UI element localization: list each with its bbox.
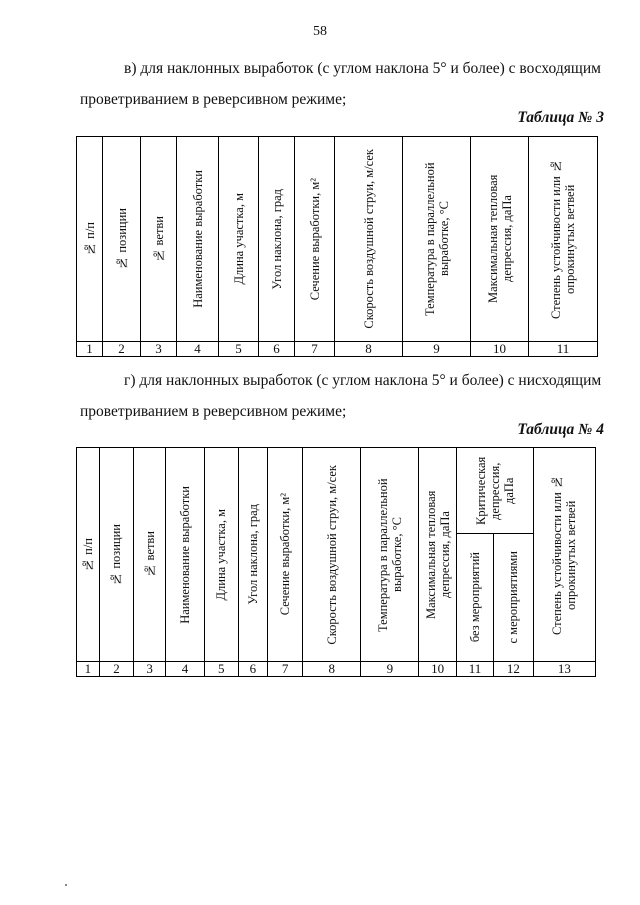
- header-text: Критическая депрессия, даПа: [473, 456, 516, 525]
- column-number: 5: [219, 342, 259, 357]
- column-number: 6: [238, 662, 267, 677]
- header-cell: [303, 448, 361, 662]
- table-4: [76, 447, 596, 677]
- header-text: Наименование выработки: [177, 485, 192, 624]
- paragraph-g: [80, 365, 605, 427]
- column-number: 11: [529, 342, 598, 357]
- header-text: Температура в параллельной выработке, °С: [422, 162, 451, 316]
- paragraph-g-line1: г) для наклонных выработок (с углом наклона 5° и более) с нисходящим: [124, 372, 602, 389]
- header-cell: [259, 137, 295, 342]
- header-text: Максимальная тепловая депрессия, даПа: [485, 174, 514, 304]
- header-text: № ветви: [151, 215, 166, 263]
- header-cell: [533, 448, 595, 662]
- header-cell: [295, 137, 335, 342]
- header-text: Длина участка, м: [214, 508, 229, 601]
- header-text: № п/п: [80, 537, 95, 572]
- header-text: Угол наклона, град: [269, 188, 284, 290]
- header-cell: [204, 448, 238, 662]
- header-text: Сечение выработки, м²: [278, 493, 293, 616]
- header-text: Степень устойчивости или № опрокинутых ветвей: [550, 474, 579, 635]
- subheader-cell: [456, 534, 493, 662]
- header-cell-critical: [456, 448, 533, 534]
- column-number: 11: [456, 662, 493, 677]
- header-text: Максимальная тепловая депрессия, даПа: [423, 490, 452, 619]
- header-cell: [403, 137, 471, 342]
- header-text: Сечение выработки, м²: [307, 177, 322, 301]
- header-text: Степень устойчивости или № опрокинутых ветвей: [549, 159, 577, 319]
- header-text: № ветви: [142, 531, 157, 578]
- column-number: 10: [419, 662, 456, 677]
- column-number: 5: [204, 662, 238, 677]
- subheader-text: без мероприятий: [468, 552, 483, 643]
- header-cell: [361, 448, 419, 662]
- header-text: № позиции: [114, 208, 129, 270]
- header-cell: [267, 448, 302, 662]
- header-cell: [77, 448, 100, 662]
- header-cell: [419, 448, 456, 662]
- column-number: 4: [177, 342, 219, 357]
- header-cell: [77, 137, 103, 342]
- header-cell: [99, 448, 133, 662]
- column-number: 8: [303, 662, 361, 677]
- column-number: 2: [99, 662, 133, 677]
- column-number: 9: [361, 662, 419, 677]
- column-number: 1: [77, 342, 103, 357]
- column-number: 3: [134, 662, 166, 677]
- scan-speck: [65, 884, 67, 886]
- paragraph-v-line2: проветриванием в реверсивном режиме;: [80, 91, 347, 108]
- header-text: Скорость воздушной струи, м/сек: [361, 149, 376, 329]
- column-number: 10: [471, 342, 529, 357]
- header-cell: [529, 137, 598, 342]
- column-number: 1: [77, 662, 100, 677]
- header-cell: [335, 137, 403, 342]
- table-3: [76, 136, 598, 357]
- column-number: 12: [494, 662, 533, 677]
- header-cell: [177, 137, 219, 342]
- header-cell: [219, 137, 259, 342]
- header-text: Температура в параллельной выработке, °С: [375, 477, 404, 632]
- header-cell: [103, 137, 141, 342]
- header-text: Наименование выработки: [190, 170, 205, 308]
- column-number: 8: [335, 342, 403, 357]
- paragraph-g-line2: проветриванием в реверсивном режиме;: [80, 403, 347, 420]
- column-number: 3: [141, 342, 177, 357]
- table-4-caption: Таблица № 4: [517, 421, 604, 438]
- header-text: Угол наклона, град: [245, 504, 260, 605]
- header-text: № позиции: [109, 523, 124, 586]
- subheader-text: с мероприятиями: [506, 551, 521, 644]
- header-text: Длина участка, м: [231, 193, 246, 285]
- column-number: 6: [259, 342, 295, 357]
- header-cell: [166, 448, 204, 662]
- subheader-cell: [494, 534, 533, 662]
- header-cell: [471, 137, 529, 342]
- column-number: 9: [403, 342, 471, 357]
- paragraph-v: [80, 53, 605, 115]
- header-text: Скорость воздушной струи, м/сек: [324, 464, 339, 645]
- column-number: 4: [166, 662, 204, 677]
- page-number: 58: [313, 24, 327, 39]
- paragraph-v-line1: в) для наклонных выработок (с углом наклона 5° и более) с восходящим: [124, 60, 601, 77]
- table-3-caption: Таблица № 3: [517, 109, 604, 126]
- header-cell: [238, 448, 267, 662]
- column-number: 2: [103, 342, 141, 357]
- column-number: 7: [295, 342, 335, 357]
- header-cell: [141, 137, 177, 342]
- header-text: № п/п: [82, 222, 97, 256]
- column-number: 13: [533, 662, 595, 677]
- header-cell: [134, 448, 166, 662]
- column-number: 7: [267, 662, 302, 677]
